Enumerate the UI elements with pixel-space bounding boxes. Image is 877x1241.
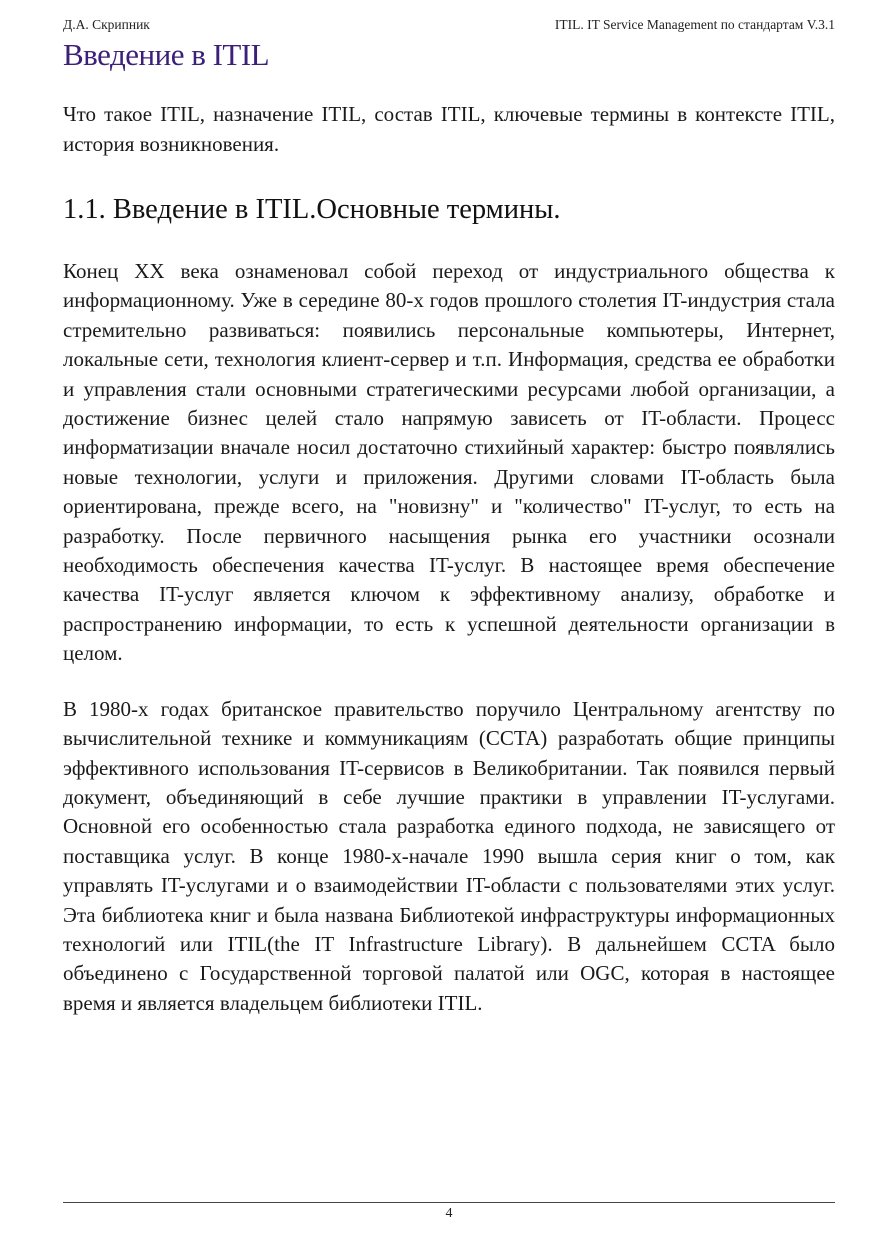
body-paragraph: Конец XX века ознаменовал собой переход от индустриального общества к информационному. Уже в середине 80-х годов прошлого столетия IT-индустрия стала стремительно развиваться: появились персональные компьютеры, Интернет, локальные сети, технология клиент-сервер и т.п. Информация, средства ее обработки и управления стали основными стратегическими ресурсами любой организации, а достижение бизнес целей стало напрямую зависеть от IT-области. Процесс информатизации вначале носил достаточно стихийный характер: быстро появлялись новые технологии, услуги и приложения. Другими словами IT-область была ориентирована, прежде всего, на "новизну" и "количество" IT-услуг, то есть на разработку. После первичного насыщения рынка его участники осознали необходимость обеспечения качества IT-услуг. В настоящее время обеспечение качества IT-услуг является ключом к эффективному анализу, обработке и распространению информации, то есть к успешной деятельности организации в целом. (63, 259, 835, 666)
footer-divider (63, 1202, 835, 1203)
chapter-title: Введение в ITIL (63, 37, 270, 72)
section-title: 1.1. Введение в ITIL.Основные термины. (63, 194, 561, 225)
page-content (63, 100, 835, 1018)
header-author: Д.А. Скрипник (63, 17, 150, 32)
chapter-intro: Что такое ITIL, назначение ITIL, состав ITIL, ключевые термины в контексте ITIL, история возникновения. (63, 102, 835, 156)
body-paragraph: В 1980-х годах британское правительство поручило Центральному агентству по вычислительной технике и коммуникациям (CCTA) разработать общие принципы эффективного использования IT-сервисов в Великобритании. Так появился первый документ, объединяющий в себе лучшие практики в управлении IT-услугами. Основной его особенностью стала разработка единого подхода, не зависящего от поставщика услуг. В конце 1980-х-начале 1990 вышла серия книг о том, как управлять IT-услугами и о взаимодействии IT-области с пользователями этих услуг. Эта библиотека книг и была названа Библиотекой инфраструктуры информационных технологий или ITIL(the IT Infrastructure Library). В дальнейшем CCTA было объединено с Государственной торговой палатой или OGC, которая в настоящее время и является владельцем библиотеки ITIL. (63, 696, 835, 1015)
header-book-title: ITIL. IT Service Management по стандартам V.3.1 (554, 17, 835, 32)
page-number: 4 (445, 1206, 453, 1221)
